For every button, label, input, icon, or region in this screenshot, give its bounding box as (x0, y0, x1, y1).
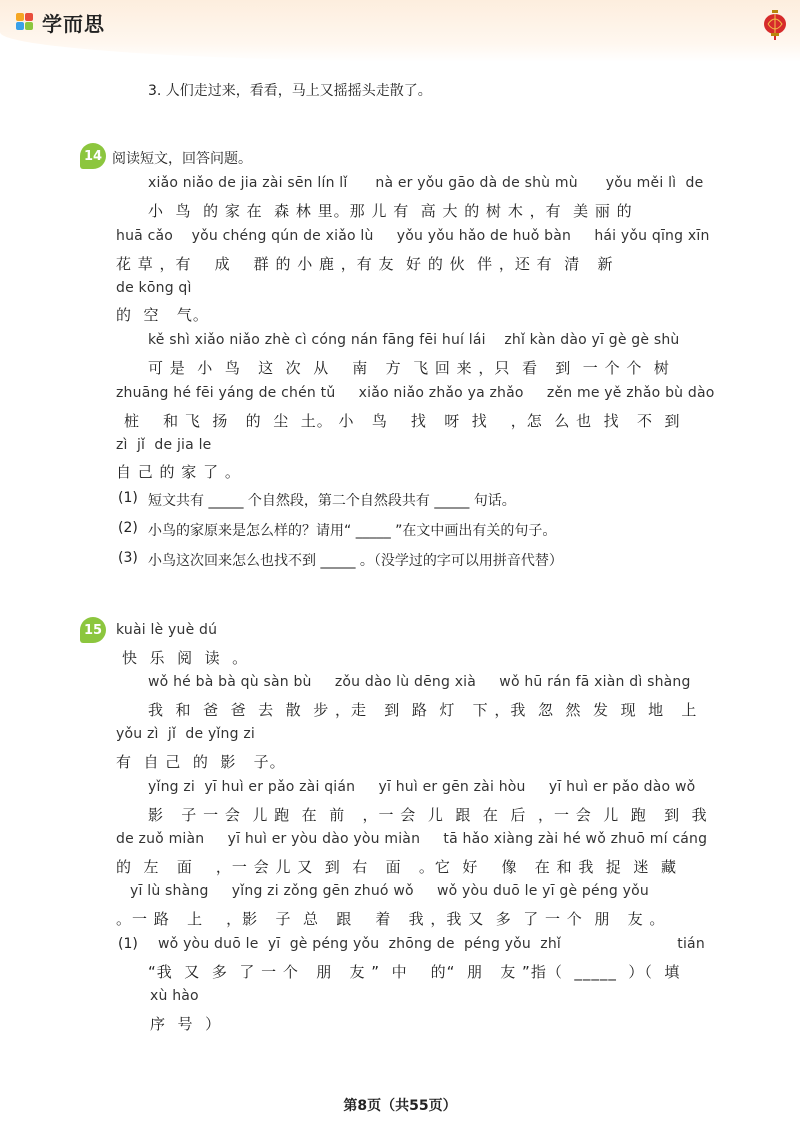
brand-name: 学而思 (42, 12, 105, 36)
hanzi-line: 的 空 气。 (116, 306, 209, 324)
sub-question-number: (1) (118, 490, 138, 506)
hanzi-line: 。一 路 上 ，影 子 总 跟 着 我 ，我 又 多 了 一 个 朋 友 。 (116, 910, 666, 928)
logo-mark-icon (16, 10, 38, 36)
pinyin-line: xù hào (150, 988, 199, 1004)
sub-question-text: 小鸟的家原来是怎么样的？请用“ _____ ”在文中画出有关的句子。 (148, 523, 557, 539)
pinyin-line: huā cǎo yǒu chéng qún de xiǎo lù yǒu yǒu hǎo de huǒ bàn hái yǒu qīng xīn (116, 228, 710, 244)
sub-question-text: 小鸟这次回来怎么也找不到 _____ 。（没学过的字可以用拼音代替） (148, 553, 563, 569)
pinyin-line: xiǎo niǎo de jia zài sēn lín lǐ nà er yǒu gāo dà de shù mù yǒu měi lì de (148, 175, 704, 191)
page-number: 第8页（共55页） (343, 1098, 457, 1114)
pinyin-line: yǐng zi yī huì er pǎo zài qián yī huì er gēn zài hòu yī huì er pǎo dào wǒ (148, 779, 696, 795)
sub-question-text: 序 号 ） (150, 1015, 222, 1033)
hanzi-line: 自 己 的 家 了 。 (116, 463, 241, 481)
hanzi-line: 的 左 面 ，一 会 儿 又 到 右 面 。它 好 像 在 和 我 捉 迷 藏 (116, 858, 677, 876)
pinyin-line: kuài lè yuè dú (116, 622, 218, 638)
hanzi-line: 有 自 己 的 影 子。 (116, 753, 286, 771)
hanzi-line: 可 是 小 鸟 这 次 从 南 方 飞 回 来 ，只 看 到 一 个 个 树 (148, 359, 670, 377)
pinyin-line: de zuǒ miàn yī huì er yòu dào yòu miàn tā hǎo xiàng zài hé wǒ zhuō mí cáng (116, 831, 708, 847)
hanzi-line: 桩 和 飞 扬 的 尘 土。 小 鸟 找 呀 找 ，怎 么 也 找 不 到 (124, 412, 681, 430)
hanzi-line: 花 草 ，有 成 群 的 小 鹿 ，有 友 好 的 伙 伴 ，还 有 清 新 (116, 255, 614, 273)
hanzi-line: 我 和 爸 爸 去 散 步 ，走 到 路 灯 下 ，我 忽 然 发 现 地 上 (148, 701, 698, 719)
question-14-badge: 14 (80, 143, 106, 169)
lantern-icon (762, 10, 788, 44)
sub-question-text: “我 又 多 了 一 个 朋 友 ” 中 的“ 朋 友 ”指（ _____ ）（ 填 (148, 963, 681, 981)
pinyin-line: de kōng qì (116, 280, 192, 296)
hanzi-line: 快 乐 阅 读 。 (122, 649, 249, 667)
pinyin-line: zì jǐ de jia le (116, 437, 212, 453)
pinyin-line: wǒ yòu duō le yī gè péng yǒu zhōng de péng yǒu zhǐ tián (158, 936, 705, 952)
brand-logo (16, 8, 105, 37)
sub-question-number: (1) (118, 936, 138, 952)
pinyin-line: zhuāng hé fēi yáng de chén tǔ xiǎo niǎo zhǎo ya zhǎo zěn me yě zhǎo bù dào (116, 385, 715, 401)
pinyin-line: kě shì xiǎo niǎo zhè cì cóng nán fāng fēi huí lái zhǐ kàn dào yī gè gè shù (148, 332, 680, 348)
sub-question-number: (2) (118, 520, 138, 536)
hanzi-line: 影 子 一 会 儿 跑 在 前 ，一 会 儿 跟 在 后 ，一 会 儿 跑 到 我 (148, 806, 708, 824)
sub-question-number: (3) (118, 550, 138, 566)
header-band (0, 0, 800, 62)
hanzi-line: 小 鸟 的 家 在 森 林 里。那 儿 有 高 大 的 树 木 ，有 美 丽 的 (148, 202, 633, 220)
pinyin-line: yī lù shàng yǐng zi zǒng gēn zhuó wǒ wǒ yòu duō le yī gè péng yǒu (130, 883, 649, 899)
pinyin-line: wǒ hé bà bà qù sàn bù zǒu dào lù dēng xià wǒ hū rán fā xiàn dì shàng (148, 674, 691, 690)
pinyin-line: yǒu zì jǐ de yǐng zi (116, 726, 255, 742)
question-15-badge: 15 (80, 617, 106, 643)
sub-question-text: 短文共有 _____ 个自然段，第二个自然段共有 _____ 句话。 (148, 493, 516, 509)
item-3-text: 3. 人们走过来，看看，马上又摇摇头走散了。 (148, 83, 432, 99)
question-14-prompt: 阅读短文，回答问题。 (112, 151, 252, 167)
